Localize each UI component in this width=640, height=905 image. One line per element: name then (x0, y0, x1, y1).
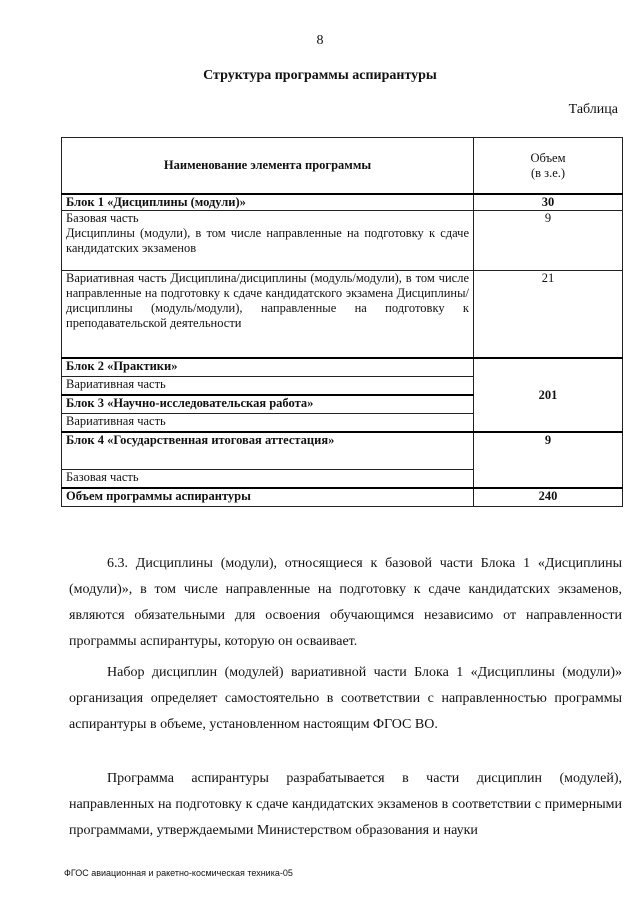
block4-base-part: Базовая часть (62, 470, 474, 489)
header-volume-label: Объем (530, 150, 566, 165)
header-volume-cell (474, 138, 623, 195)
block4-volume: 9 (474, 432, 623, 488)
block1-base-volume: 9 (474, 211, 623, 271)
paragraph-program-development (69, 766, 622, 844)
header-name-cell: Наименование элемента программы (62, 138, 474, 195)
block3-variable-part: Вариативная часть (62, 414, 474, 433)
block4-title: Блок 4 «Государственная итоговая аттестация» (62, 432, 474, 470)
block3-title: Блок 3 «Научно-исследовательская работа» (62, 395, 474, 414)
paragraph-6-3-text: 6.3. Дисциплины (модули), относящиеся к базовой части Блока 1 «Дисциплины (модули)», в том числе направленные на подготовку к сдаче кандидатских экзаменов, являются обязательными для освоения обучающимся независимо от направленности программы аспирантуры, которую он осваивает. (69, 556, 622, 649)
table-row (62, 194, 623, 211)
block1-variable-volume: 21 (474, 271, 623, 359)
table-row (62, 211, 623, 227)
program-structure-table (61, 137, 623, 507)
paragraph-program-development-text: Программа аспирантуры разрабатывается в части дисциплин (модулей), направленных на подготовку к сдаче кандидатских экзаменов в соответствии с примерными программами, утверждаемыми Министерством образования и науки (69, 771, 622, 838)
block2-3-volume: 201 (474, 358, 623, 432)
table-row (62, 271, 623, 359)
block1-base-part: Базовая часть (62, 211, 474, 227)
block1-variable-part: Вариативная часть Дисциплина/дисциплины (модуль/модули), в том числе направленные на подготовку к сдаче кандидатского экзамена Дисциплины/дисциплины (модуль/модули), направленные на подготовку к преподавательской деятельности (62, 271, 474, 359)
table-row (62, 488, 623, 507)
document-footer: ФГОС авиационная и ракетно-космическая техника-05 (64, 868, 293, 878)
header-volume-unit: (в з.е.) (530, 165, 566, 180)
block1-title: Блок 1 «Дисциплины (модули)» (62, 194, 474, 211)
table-header-row (62, 138, 623, 195)
block2-title: Блок 2 «Практики» (62, 358, 474, 377)
table-row (62, 432, 623, 470)
table-label: Таблица (568, 102, 618, 117)
page-number: 8 (316, 33, 324, 48)
block1-base-disciplines: Дисциплины (модули), в том числе направленные на подготовку к сдаче кандидатских экзаменов (62, 226, 474, 271)
total-volume-label: Объем программы аспирантуры (62, 488, 474, 507)
total-volume-value: 240 (474, 488, 623, 507)
table-row (62, 358, 623, 377)
page-title: Структура программы аспирантуры (203, 68, 437, 83)
paragraph-variable-set-text: Набор дисциплин (модулей) вариативной части Блока 1 «Дисциплины (модули)» организация определяет самостоятельно в соответствии с направленностью программы аспирантуры в объеме, установленном настоящим ФГОС ВО. (69, 665, 622, 732)
paragraph-variable-set (69, 660, 622, 738)
block1-volume: 30 (474, 194, 623, 211)
paragraph-6-3 (69, 551, 622, 655)
block2-variable-part: Вариативная часть (62, 377, 474, 396)
